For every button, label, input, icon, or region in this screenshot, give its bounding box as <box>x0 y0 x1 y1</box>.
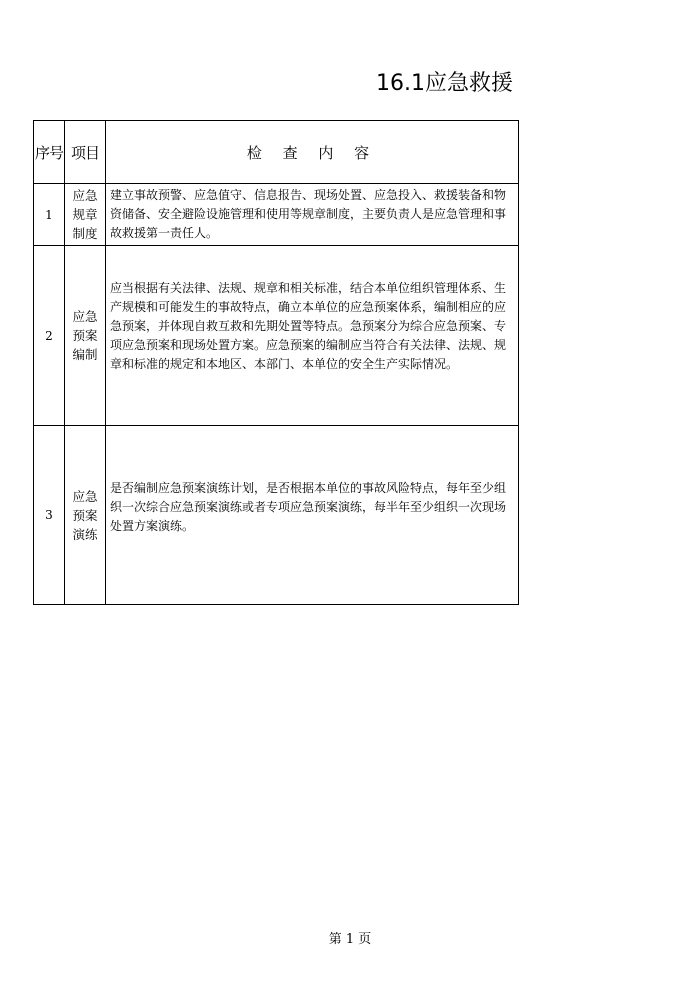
row-item-name: 应急预案编制 <box>65 246 106 426</box>
row-item-name: 应急规章制度 <box>65 184 106 246</box>
table-header-row <box>34 121 519 184</box>
row-serial-number: 3 <box>34 426 65 605</box>
header-inspection-content: 检 查 内 容 <box>106 121 519 184</box>
header-serial-number: 序号 <box>34 121 65 184</box>
row-item-name: 应急预案演练 <box>65 426 106 605</box>
row-serial-number: 1 <box>34 184 65 246</box>
row-inspection-content: 应当根据有关法律、法规、规章和相关标准，结合本单位组织管理体系、生产规模和可能发生的事故特点，确立本单位的应急预案体系，编制相应的应急预案，并体现自救互救和先期处置等特点。急预案分为综合应急预案、专项应急预案和现场处置方案。应急预案的编制应当符合有关法律、法规、规章和标准的规定和本地区、本部门、本单位的安全生产实际情况。 <box>106 246 519 426</box>
table-row <box>34 246 519 426</box>
row-inspection-content: 是否编制应急预案演练计划，是否根据本单位的事故风险特点，每年至少组织一次综合应急预案演练或者专项应急预案演练，每半年至少组织一次现场处置方案演练。 <box>106 426 519 605</box>
row-inspection-content: 建立事故预警、应急值守、信息报告、现场处置、应急投入、救援装备和物资储备、安全避险设施管理和使用等规章制度，主要负责人是应急管理和事故救援第一责任人。 <box>106 184 519 246</box>
page-number: 第 1 页 <box>328 932 372 947</box>
table-row <box>34 184 519 246</box>
page-title: 16.1应急救援 <box>376 71 513 96</box>
inspection-table <box>33 120 519 605</box>
table-row <box>34 426 519 605</box>
row-serial-number: 2 <box>34 246 65 426</box>
header-item: 项目 <box>65 121 106 184</box>
